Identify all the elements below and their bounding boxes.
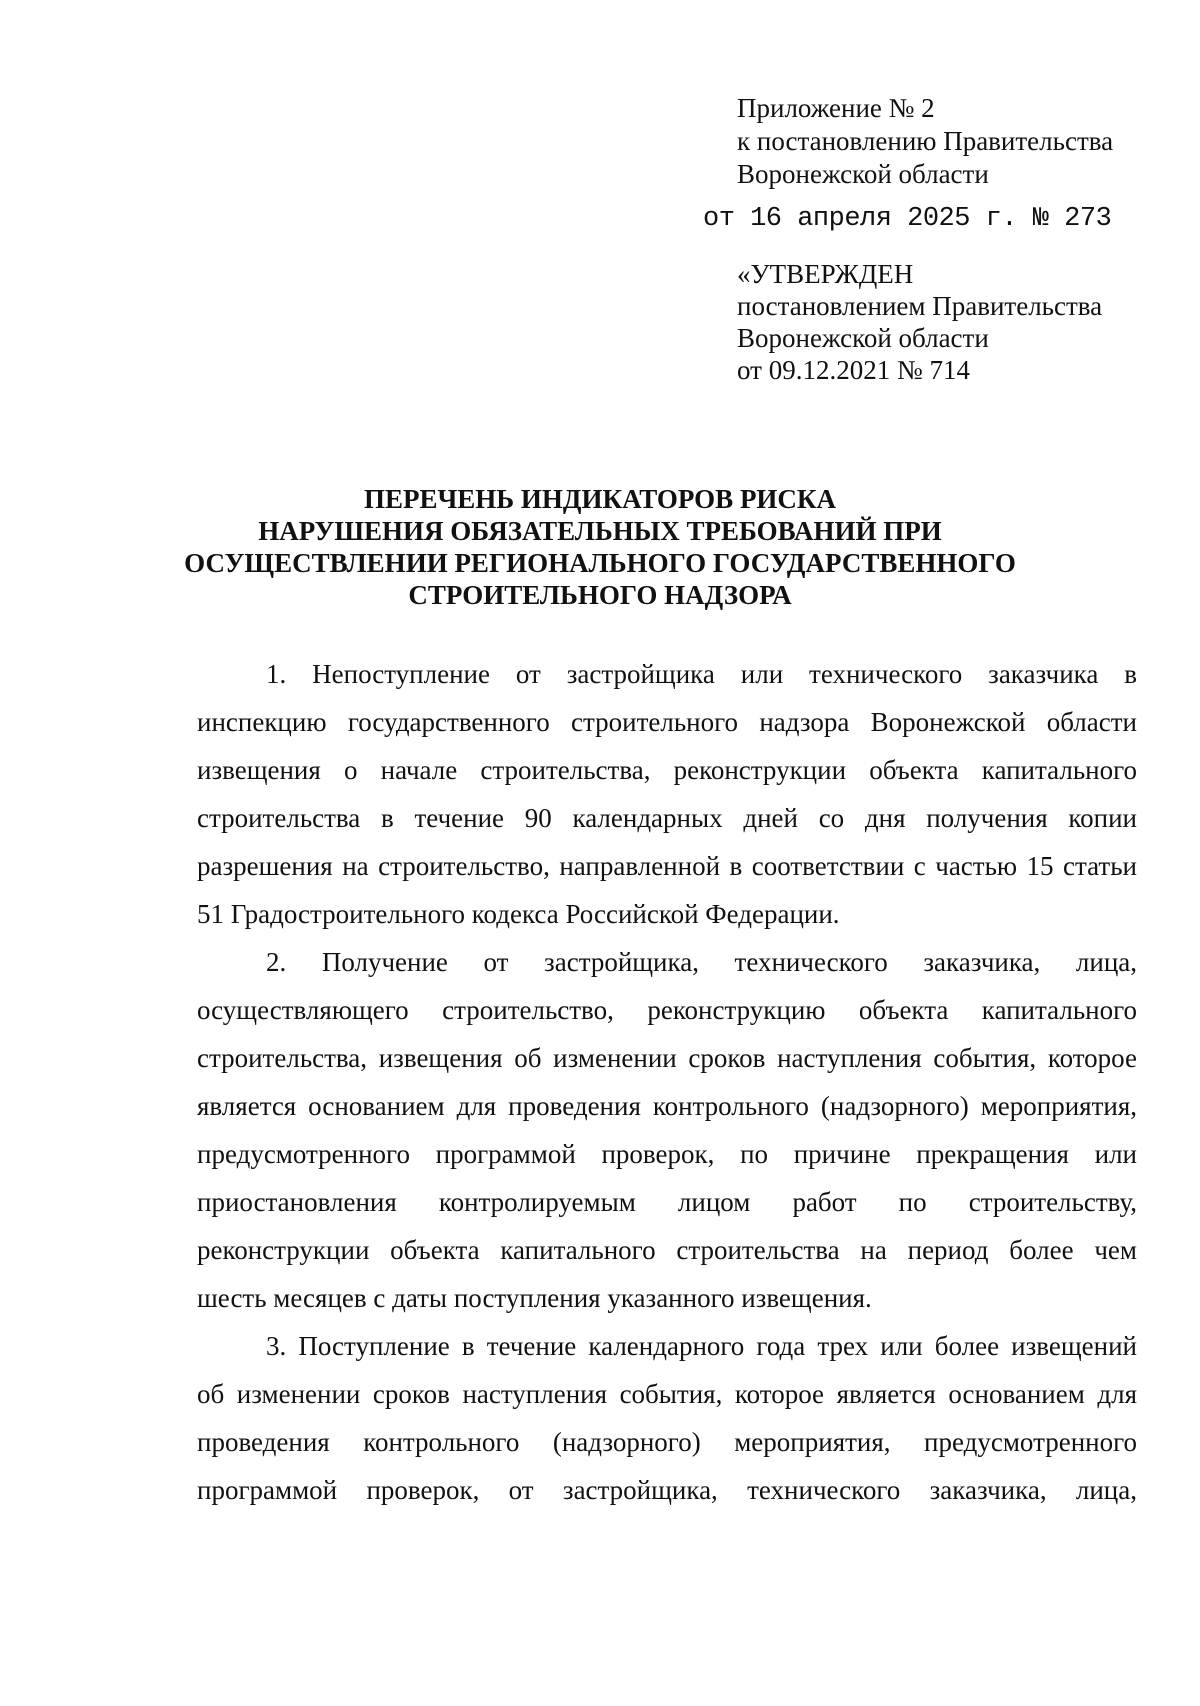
resolution-date-stamp: от 16 апреля 2025 г. № 273 — [703, 204, 1112, 234]
paragraph-line: программой проверок, от застройщика, технического заказчика, лица, — [197, 1475, 1137, 1505]
paragraph-3 — [197, 1322, 1137, 1514]
paragraph-2 — [197, 938, 1137, 1322]
title-line: ОСУЩЕСТВЛЕНИИ РЕГИОНАЛЬНОГО ГОСУДАРСТВЕННОГО — [184, 548, 1016, 578]
paragraph-line: реконструкции объекта капитального строительства на период более чем — [197, 1235, 1137, 1265]
paragraph-line: 1. Непоступление от застройщика или технического заказчика в — [266, 659, 1137, 689]
title-line: ПЕРЕЧЕНЬ ИНДИКАТОРОВ РИСКА — [363, 484, 837, 514]
paragraph-line: разрешения на строительство, направленной в соответствии с частью 15 статьи — [197, 851, 1137, 881]
paragraph-line: строительства в течение 90 календарных дней со дня получения копии — [197, 803, 1137, 833]
title-line: СТРОИТЕЛЬНОГО НАДЗОРА — [408, 580, 792, 610]
paragraph-line: 51 Градостроительного кодекса Российской Федерации. — [197, 899, 840, 929]
approval-heading: «УТВЕРЖДЕН — [737, 259, 914, 289]
approval-date: от 09.12.2021 № 714 — [737, 355, 970, 385]
appendix-header — [737, 92, 1177, 191]
approval-resolution: постановлением Правительства — [737, 291, 1103, 321]
paragraph-1 — [197, 650, 1137, 938]
paragraph-line: 2. Получение от застройщика, технического заказчика, лица, — [266, 947, 1137, 977]
document-body — [197, 650, 1137, 1514]
paragraph-line: осуществляющего строительство, реконструкцию объекта капитального — [197, 995, 1137, 1025]
appendix-number: Приложение № 2 — [737, 93, 935, 123]
paragraph-line: предусмотренного программой проверок, по причине прекращения или — [197, 1139, 1137, 1169]
paragraph-line: инспекцию государственного строительного надзора Воронежской области — [197, 707, 1137, 737]
paragraph-line: проведения контрольного (надзорного) мероприятия, предусмотренного — [197, 1427, 1137, 1457]
paragraph-line: является основанием для проведения контрольного (надзорного) мероприятия, — [197, 1091, 1137, 1121]
appendix-region: Воронежской области — [737, 159, 989, 189]
paragraph-line: об изменении сроков наступления события, которое является основанием для — [197, 1379, 1137, 1409]
paragraph-line: шесть месяцев с даты поступления указанного извещения. — [197, 1283, 872, 1313]
approval-region: Воронежской области — [737, 323, 989, 353]
paragraph-line: извещения о начале строительства, реконструкции объекта капитального — [197, 755, 1137, 785]
title-line: НАРУШЕНИЯ ОБЯЗАТЕЛЬНЫХ ТРЕБОВАНИЙ ПРИ — [258, 516, 942, 546]
appendix-reference: к постановлению Правительства — [737, 126, 1114, 156]
paragraph-line: приостановления контролируемым лицом работ по строительству, — [197, 1187, 1137, 1217]
document-title — [160, 483, 1040, 611]
paragraph-line: 3. Поступление в течение календарного года трех или более извещений — [266, 1331, 1137, 1361]
paragraph-line: строительства, извещения об изменении сроков наступления события, которое — [197, 1043, 1137, 1073]
approval-block — [737, 258, 1177, 386]
